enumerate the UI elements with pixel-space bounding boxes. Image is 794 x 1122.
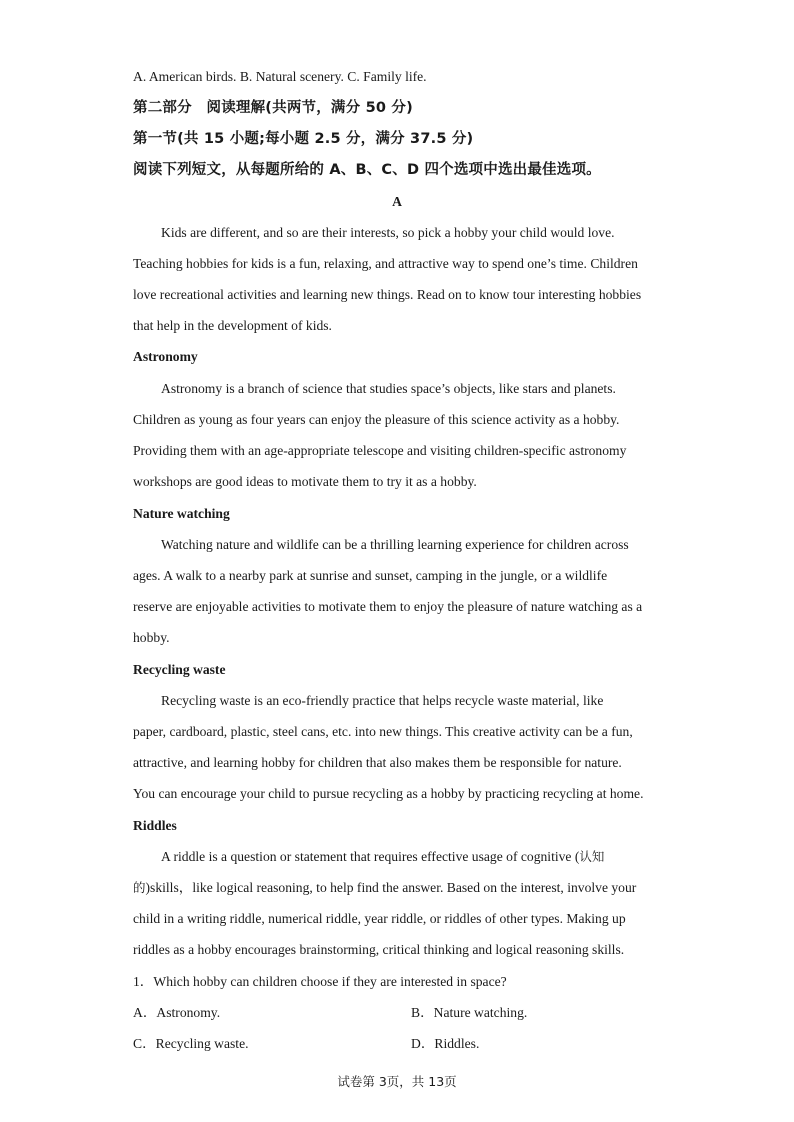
astronomy-heading: Astronomy <box>133 349 198 364</box>
part-title: 第二部分 阅读理解(共两节，满分 50 分) <box>133 100 413 116</box>
riddles-line-cjk: 认知 <box>579 849 605 864</box>
nature-line: Watching nature and wildlife can be a thrilling learning experience for children across <box>161 537 629 552</box>
intro-line: Kids are different, and so are their interests, so pick a hobby your child would love. <box>161 225 615 240</box>
riddles-line <box>161 848 604 866</box>
riddles-line: child in a writing riddle, numerical riddle, year riddle, or riddles of other types. Making up <box>133 911 626 926</box>
recycling-line: paper, cardboard, plastic, steel cans, etc. into new things. This creative activity can be a fun, <box>133 724 633 739</box>
recycling-line: Recycling waste is an eco-friendly practice that helps recycle waste material, like <box>161 693 604 708</box>
option-a: A．Astronomy. <box>133 1005 221 1020</box>
astronomy-line: workshops are good ideas to motivate them to try it as a hobby. <box>133 474 477 489</box>
nature-line: hobby. <box>133 630 170 645</box>
riddles-line: riddles as a hobby encourages brainstorming, critical thinking and logical reasoning skills. <box>133 942 625 957</box>
riddles-line-text: )skills，like logical reasoning, to help find the answer. Based on the interest, involve your <box>145 880 637 895</box>
riddles-line-text: A riddle is a question or statement that requires effective usage of cognitive ( <box>161 849 580 864</box>
question-stem: 1．Which hobby can children choose if they are interested in space? <box>133 974 507 989</box>
riddles-line-cjk: 的 <box>133 880 146 895</box>
page-footer: 试卷第 3页，共 13页 <box>337 1074 457 1089</box>
recycling-line: attractive, and learning hobby for children that also makes them be responsible for nature. <box>133 755 622 770</box>
recycling-heading: Recycling waste <box>133 662 226 677</box>
previous-question-options: A. American birds. B. Natural scenery. C. Family life. <box>133 69 427 84</box>
instructions: 阅读下列短文，从每题所给的 A、B、C、D 四个选项中选出最佳选项。 <box>133 162 601 178</box>
astronomy-line: Providing them with an age-appropriate telescope and visiting children-specific astronomy <box>133 443 627 458</box>
astronomy-line: Astronomy is a branch of science that studies space’s objects, like stars and planets. <box>161 381 616 396</box>
option-b: B．Nature watching. <box>411 1005 528 1020</box>
section-title: 第一节(共 15 小题;每小题 2.5 分，满分 37.5 分) <box>133 131 474 147</box>
intro-line: love recreational activities and learning new things. Read on to know tour interesting hobbies <box>133 287 642 302</box>
riddles-line <box>133 879 636 897</box>
passage-label: A <box>392 194 402 209</box>
riddles-heading: Riddles <box>133 818 177 833</box>
intro-line: that help in the development of kids. <box>133 318 332 333</box>
recycling-line: You can encourage your child to pursue recycling as a hobby by practicing recycling at home. <box>133 786 644 801</box>
intro-line: Teaching hobbies for kids is a fun, relaxing, and attractive way to spend one’s time. Children <box>133 256 638 271</box>
nature-line: reserve are enjoyable activities to motivate them to enjoy the pleasure of nature watching as a <box>133 599 643 614</box>
nature-line: ages. A walk to a nearby park at sunrise and sunset, camping in the jungle, or a wildlife <box>133 568 608 583</box>
option-c: C．Recycling waste. <box>133 1036 249 1051</box>
astronomy-line: Children as young as four years can enjoy the pleasure of this science activity as a hobby. <box>133 412 620 427</box>
option-d: D．Riddles. <box>411 1036 480 1051</box>
nature-heading: Nature watching <box>133 506 230 521</box>
